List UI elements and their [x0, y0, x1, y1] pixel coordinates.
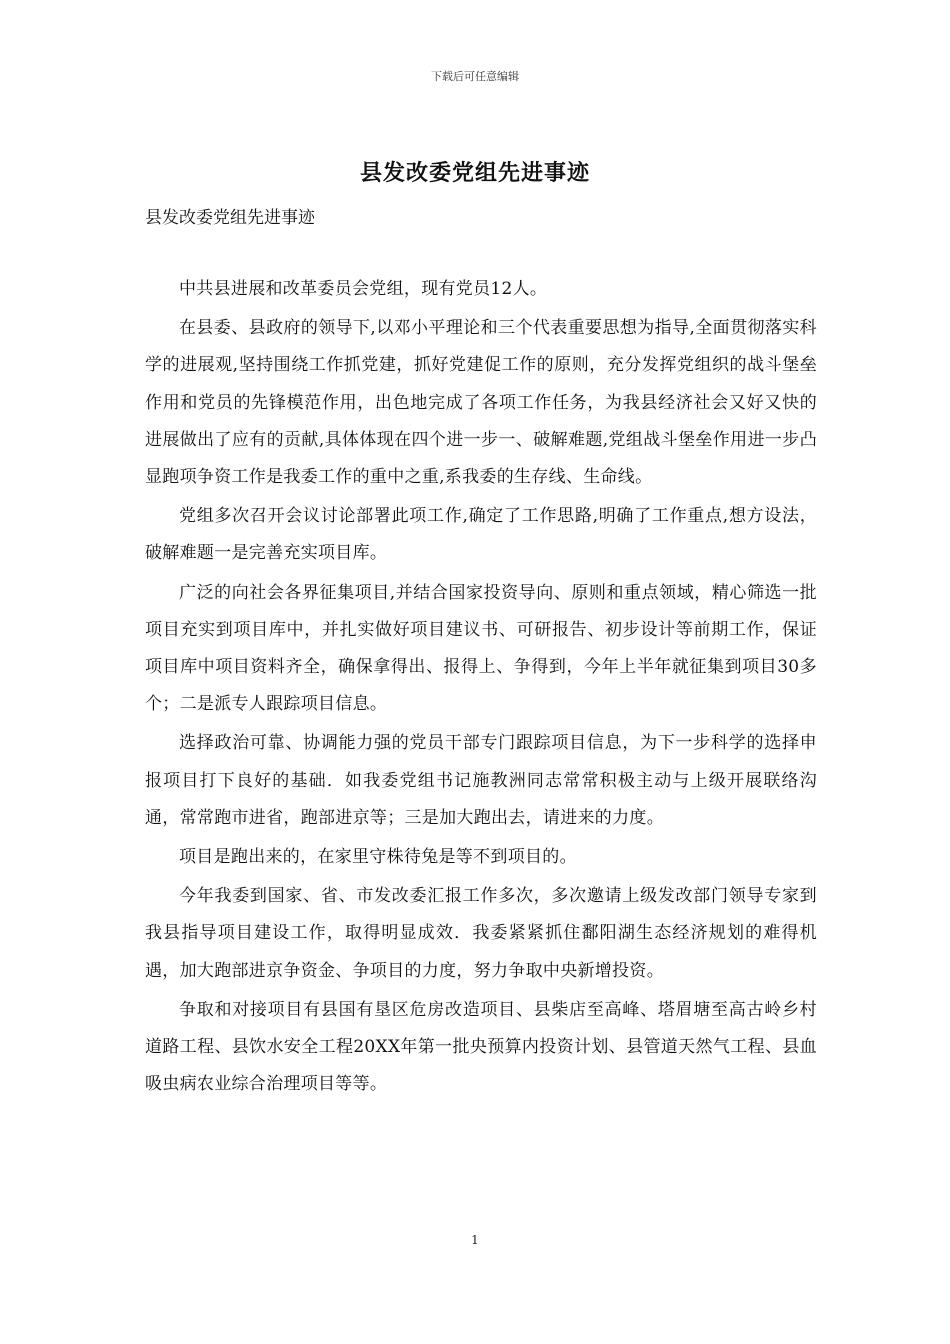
paragraph: 项目是跑出来的，在家里守株待兔是等不到项目的。 [179, 847, 577, 868]
document-subtitle: 县发改委党组先进事迹 [145, 208, 315, 228]
header-note: 下载后可任意编辑 [431, 70, 519, 83]
paragraph: 中共县进展和改革委员会党组，现有党员12人。 [179, 279, 548, 299]
page-number: 1 [471, 1233, 479, 1247]
paragraph: 党组多次召开会议讨论部署此项工作,确定了工作思路,明确了工作重点,想方设法，破解难题一是完善充实项目库。 [145, 506, 817, 564]
document-body [145, 271, 817, 1105]
paragraph: 在县委、县政府的领导下,以邓小平理论和三个代表重要思想为指导,全面贯彻落实科学的进展观,坚持围绕工作抓党建，抓好党建促工作的原则，充分发挥党组织的战斗堡垒作用和党员的先锋模范作用，出色地完成了各项工作任务，为我县经济社会又好又快的进展做出了应有的贡献,具体体现在四个进一步一、破解难题,党组战斗堡垒作用进一步凸显跑项争资工作是我委工作的重中之重,系我委的生存线、生命线。 [145, 318, 817, 488]
document-title: 县发改委党组先进事迹 [359, 160, 590, 186]
paragraph: 争取和对接项目有县国有垦区危房改造项目、县柴店至高峰、塔眉塘至高古岭乡村道路工程、县饮水安全工程20XX年第一批央预算内投资计划、县管道天然气工程、县血吸虫病农业综合治理项目等等。 [145, 999, 817, 1095]
paragraph: 广泛的向社会各界征集项目,并结合国家投资导向、原则和重点领域，精心筛选一批项目充实到项目库中，并扎实做好项目建议书、可研报告、初步设计等前期工作，保证项目库中项目资料齐全，确保拿得出、报得上、争得到，今年上半年就征集到项目30多个；二是派专人跟踪项目信息。 [145, 582, 817, 715]
paragraph: 今年我委到国家、省、市发改委汇报工作多次，多次邀请上级发改部门领导专家到我县指导项目建设工作，取得明显成效．我委紧紧抓住鄱阳湖生态经济规划的难得机遇，加大跑部进京争资金、争项目的力度，努力争取中央新增投资。 [145, 886, 817, 981]
paragraph: 选择政治可靠、协调能力强的党员干部专门跟踪项目信息，为下一步科学的选择申报项目打下良好的基础．如我委党组书记施教洲同志常常积极主动与上级开展联络沟通，常常跑市进省，跑部进京等；三是加大跑出去，请进来的力度。 [145, 733, 817, 828]
